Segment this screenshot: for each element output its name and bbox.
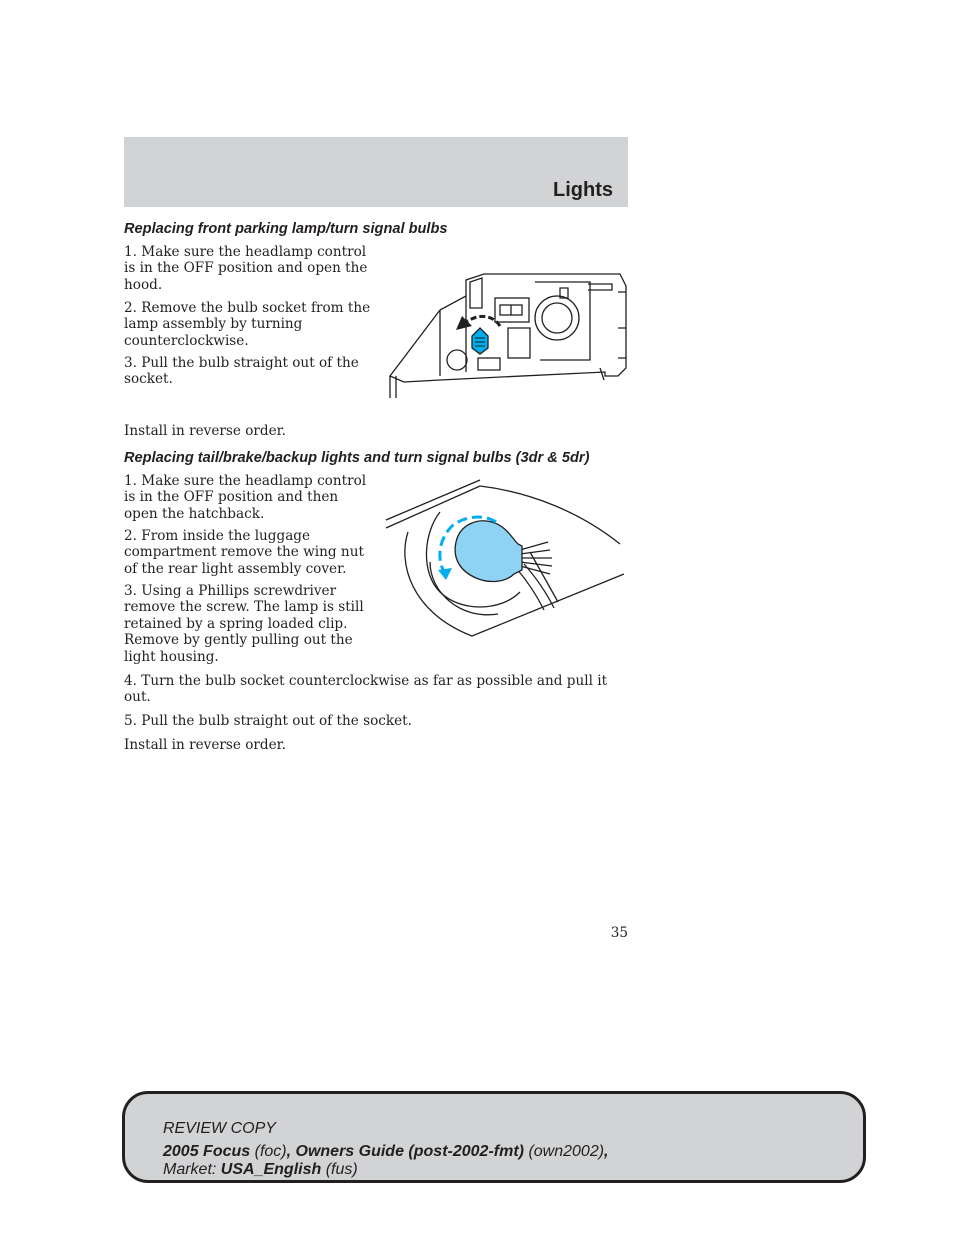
step-text: 3. Pull the bulb straight out of the socket. [124, 355, 359, 388]
step-text: 5. Pull the bulb straight out of the socket. [124, 713, 412, 729]
step-text: 1. Make sure the headlamp control is in the OFF position and then open the hatchback. [124, 473, 367, 522]
section-title: Lights [553, 179, 613, 201]
headlamp-assembly-diagram-icon [380, 268, 630, 403]
heading-front-parking-lamp: Replacing front parking lamp/turn signal bulbs [124, 221, 448, 237]
separator: , [286, 1143, 296, 1160]
step-text: 2. From inside the luggage compartment remove the wing nut of the rear light assembly cover. [124, 528, 364, 577]
review-copy-footer [122, 1091, 866, 1183]
step-text: 4. Turn the bulb socket counterclockwise as far as possible and pull it out. [124, 673, 608, 706]
step-text: 2. Remove the bulb socket from the lamp assembly by turning counterclockwise. [124, 300, 371, 349]
page-number: 35 [610, 925, 628, 941]
market-code: (fus) [325, 1161, 358, 1178]
guide-name: Owners Guide (post-2002-fmt) [295, 1143, 524, 1160]
step-text: 3. Using a Phillips screwdriver remove the screw. The lamp is still retained by a spring loaded clip. Remove by gently pulling out the light housing. [124, 583, 364, 665]
footer-model-line [163, 1143, 609, 1161]
model-name: 2005 Focus [163, 1143, 251, 1160]
review-copy-label: REVIEW COPY [163, 1120, 276, 1137]
step-text: 1. Make sure the headlamp control is in the OFF position and open the hood. [124, 244, 368, 293]
guide-code: (own2002) [528, 1143, 605, 1160]
rear-bulb-socket-diagram-icon [380, 472, 630, 642]
closing-text: Install in reverse order. [124, 737, 286, 753]
footer-market-line [163, 1161, 358, 1179]
model-code: (foc) [254, 1143, 287, 1160]
market-label: Market: [163, 1161, 217, 1178]
section-header-band [124, 137, 628, 207]
closing-text: Install in reverse order. [124, 423, 286, 439]
heading-tail-brake-lights: Replacing tail/brake/backup lights and turn signal bulbs (3dr & 5dr) [124, 450, 590, 466]
market-name: USA_English [220, 1161, 322, 1178]
separator: , [604, 1143, 609, 1160]
